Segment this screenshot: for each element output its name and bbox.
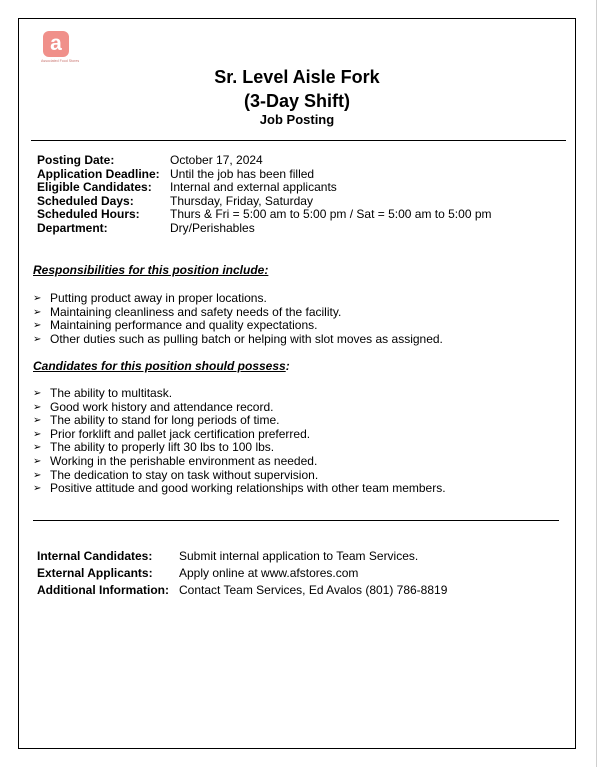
detail-value: Dry/Perishables (170, 220, 255, 235)
contact-row (37, 582, 447, 599)
list-item-text: The ability to stand for long periods of time. (50, 413, 280, 428)
list-item (33, 469, 446, 483)
job-title: Sr. Level Aisle Fork (214, 67, 380, 87)
contact-label: Additional Information: (37, 583, 169, 597)
contact-info (37, 548, 447, 599)
detail-label: Scheduled Days: (37, 193, 134, 208)
arrow-bullet-icon: ➢ (33, 320, 42, 332)
detail-label: Eligible Candidates: (37, 180, 152, 195)
list-item-text: Positive attitude and good working relationships with other team members. (50, 481, 446, 496)
detail-row (37, 168, 492, 182)
detail-label: Posting Date: (37, 153, 115, 167)
qualifications-heading-colon: : (285, 359, 290, 373)
logo-letter: a (50, 31, 62, 55)
contact-row (37, 565, 447, 582)
qualifications-list (33, 387, 446, 496)
qualifications-heading-text: Candidates for this position should possess (33, 359, 286, 373)
list-item-text: Good work history and attendance record. (50, 399, 274, 414)
list-item (33, 441, 446, 455)
header-divider (31, 140, 566, 141)
arrow-bullet-icon: ➢ (33, 483, 42, 495)
list-item (33, 428, 446, 442)
list-item-text: Maintaining cleanliness and safety needs of the facility. (50, 304, 342, 319)
list-item-text: Maintaining performance and quality expectations. (50, 318, 318, 333)
detail-row (37, 195, 492, 209)
contact-value: Apply online at www.afstores.com (179, 566, 359, 580)
logo-mark-icon (43, 31, 69, 57)
list-item (33, 387, 446, 401)
logo-caption: Associated Food Stores (41, 59, 80, 63)
document-subtitle: Job Posting (259, 112, 335, 127)
list-item-text: Prior forklift and pallet jack certification preferred. (50, 426, 311, 441)
responsibilities-heading (33, 263, 268, 277)
posting-details (37, 154, 492, 236)
job-shift: (3-Day Shift) (243, 91, 350, 111)
responsibilities-heading-text: Responsibilities for this position include: (33, 263, 269, 277)
arrow-bullet-icon: ➢ (33, 306, 42, 318)
list-item (33, 306, 443, 320)
company-logo (41, 31, 80, 64)
list-item (33, 482, 446, 496)
list-item (33, 455, 446, 469)
contact-label: Internal Candidates: (37, 549, 153, 563)
detail-value: Internal and external applicants (170, 180, 337, 195)
contact-value: Submit internal application to Team Services. (179, 549, 419, 563)
detail-label: Application Deadline: (37, 166, 160, 181)
arrow-bullet-icon: ➢ (33, 401, 42, 413)
arrow-bullet-icon: ➢ (33, 442, 42, 454)
list-item-text: The ability to properly lift 30 lbs to 100 lbs. (50, 440, 275, 455)
detail-value: October 17, 2024 (170, 153, 263, 167)
list-item (33, 401, 446, 415)
arrow-bullet-icon: ➢ (33, 293, 42, 304)
arrow-bullet-icon: ➢ (33, 415, 42, 427)
list-item-text: Putting product away in proper locations. (50, 291, 267, 305)
arrow-bullet-icon: ➢ (33, 428, 42, 440)
arrow-bullet-icon: ➢ (33, 469, 42, 481)
responsibilities-list (33, 292, 443, 346)
list-item-text: Working in the perishable environment as needed. (50, 453, 318, 468)
list-item-text: Other duties such as pulling batch or helping with slot moves as assigned. (50, 331, 443, 346)
detail-value: Thursday, Friday, Saturday (170, 193, 313, 208)
arrow-bullet-icon: ➢ (33, 333, 42, 345)
detail-row (37, 154, 492, 168)
list-item-text: The dedication to stay on task without supervision. (50, 467, 319, 482)
detail-label: Department: (37, 220, 108, 235)
qualifications-heading (33, 359, 290, 373)
list-item-text: The ability to multitask. (50, 386, 173, 400)
list-item (33, 319, 443, 333)
detail-value: Until the job has been filled (170, 166, 315, 181)
contact-label: External Applicants: (37, 566, 153, 580)
document-page (18, 18, 576, 749)
list-item (33, 414, 446, 428)
detail-row (37, 222, 492, 236)
arrow-bullet-icon: ➢ (33, 388, 42, 399)
page-edge-shadow (596, 0, 597, 767)
list-item (33, 333, 443, 347)
footer-divider (33, 520, 559, 521)
list-item (33, 292, 443, 306)
detail-value: Thurs & Fri = 5:00 am to 5:00 pm / Sat = 5:00 am to 5:00 pm (170, 207, 492, 222)
detail-row (37, 208, 492, 222)
arrow-bullet-icon: ➢ (33, 455, 42, 467)
contact-row (37, 548, 447, 565)
detail-label: Scheduled Hours: (37, 207, 140, 222)
detail-row (37, 181, 492, 195)
contact-value: Contact Team Services, Ed Avalos (801) 786-8819 (179, 583, 448, 597)
